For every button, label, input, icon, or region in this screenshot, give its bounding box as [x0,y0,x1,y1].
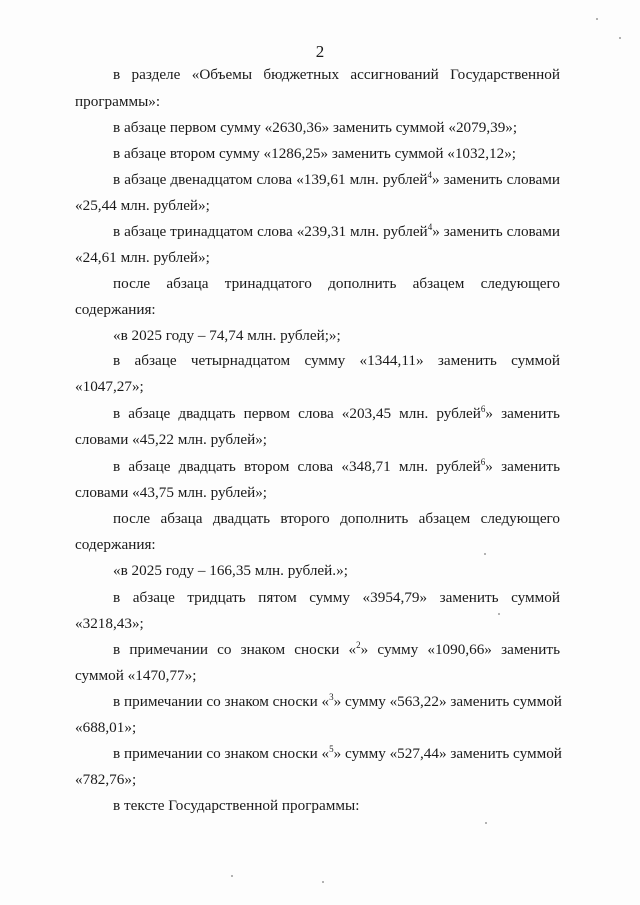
text-line: «24,61 млн. рублей»; [75,249,210,266]
scan-speck [485,822,487,824]
text-fragment: в примечании со знаком сноски « [113,745,330,762]
scan-speck [322,881,324,883]
text-line [113,405,560,423]
text-fragment: » сумму «563,22» заменить суммой [333,693,562,710]
footnote-marker: 6 [480,404,486,414]
scan-speck [596,18,598,20]
text-fragment: » заменить [485,405,560,422]
text-line: содержания: [75,301,156,318]
text-fragment: в примечании со знаком сноски « [113,641,357,658]
text-fragment: » заменить [485,458,560,475]
text-fragment: » сумму «1090,66» заменить [360,641,560,658]
footnote-marker: 4 [427,170,432,180]
text-line: после абзаца двадцать второго дополнить абзацем следующего [113,510,560,527]
footnote-marker: 3 [329,692,334,702]
text-line: программы»: [75,93,161,110]
text-fragment: в абзаце двадцать втором слова «348,71 млн. рублей [113,458,481,475]
text-line: «1047,27»; [75,378,144,395]
scan-speck [498,613,500,615]
page-number: 2 [315,42,325,61]
text-line [113,745,560,763]
text-fragment: » заменить словами [432,223,560,240]
footnote-marker: 4 [427,222,433,232]
text-line: «в 2025 году – 166,35 млн. рублей.»; [113,562,348,579]
text-line: суммой «1470,77»; [75,667,197,684]
footnote-marker: 5 [329,744,334,754]
text-line [113,171,560,189]
footnote-marker: 6 [480,457,486,467]
text-line: в абзаце четырнадцатом сумму «1344,11» заменить суммой [113,352,560,369]
text-fragment: в абзаце двадцать первом слова «203,45 млн. рублей [113,405,481,422]
text-line: содержания: [75,536,156,553]
text-fragment: » сумму «527,44» заменить суммой [333,745,562,762]
text-line: «3218,43»; [75,615,144,632]
text-fragment: в абзаце двенадцатом слова «139,61 млн. рублей [113,171,428,188]
text-line: в абзаце тридцать пятом сумму «3954,79» заменить суммой [113,589,560,606]
text-line: словами «43,75 млн. рублей»; [75,484,268,501]
text-line: в абзаце первом сумму «2630,36» заменить суммой «2079,39»; [113,119,518,136]
text-fragment: в примечании со знаком сноски « [113,693,330,710]
text-fragment: в абзаце тринадцатом слова «239,31 млн. рублей [113,223,428,240]
text-line: в тексте Государственной программы: [113,797,360,814]
text-line [113,458,560,476]
footnote-marker: 2 [356,640,361,650]
scan-speck [484,553,486,555]
text-line [113,693,560,711]
scan-speck [619,37,621,39]
text-line: словами «45,22 млн. рублей»; [75,431,268,448]
text-line [113,223,560,241]
text-line: в разделе «Объемы бюджетных ассигнований Государственной [113,66,560,83]
text-line: «25,44 млн. рублей»; [75,197,210,214]
text-line [113,641,560,659]
scan-speck [231,875,233,877]
text-line: «782,76»; [75,771,137,788]
text-line: «в 2025 году – 74,74 млн. рублей;»; [113,327,341,344]
text-line: «688,01»; [75,719,137,736]
text-fragment: » заменить словами [431,171,561,188]
text-line: в абзаце втором сумму «1286,25» заменить суммой «1032,12»; [113,145,517,162]
text-line: после абзаца тринадцатого дополнить абзацем следующего [113,275,560,292]
